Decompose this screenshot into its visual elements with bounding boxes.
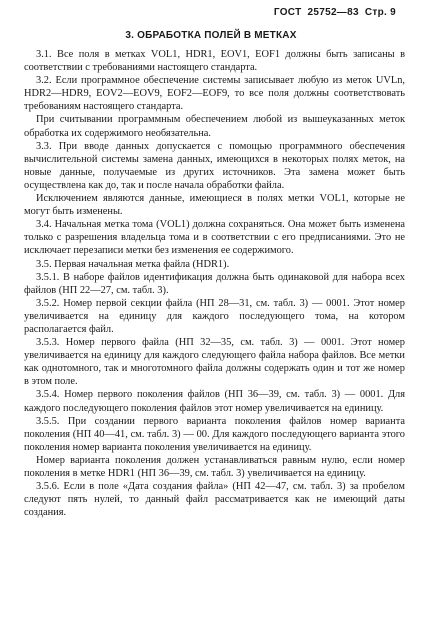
paragraph: 3.5.1. В наборе файлов идентификация должна быть одинаковой для набора всех файлов (НП 22—27, см. табл. 3). bbox=[24, 271, 405, 296]
body-text bbox=[24, 48, 405, 519]
paragraph: 3.1. Все поля в метках VOL1, HDR1, EOV1, EOF1 должны быть записаны в соответствии с требованиями настоящего стандарта. bbox=[24, 49, 405, 74]
paragraph: 3.2. Если программное обеспечение системы записывает любую из меток UVLn, HDR2—HDR9, EOV2—EOV9, EOF2—EOF9, то все поля должны соответствовать требованиям настоящего стандарта. bbox=[24, 75, 405, 113]
paragraph: 3.5.2. Номер первой секции файла (НП 28—31, см. табл. 3) — 0001. Этот номер увеличивается на единицу для каждого последующего тома, на котором располагается файл. bbox=[24, 297, 405, 335]
paragraph: 3.5. Первая начальная метка файла (HDR1). bbox=[36, 258, 230, 270]
paragraph: При считывании программным обеспечением любой из вышеуказанных меток обработка их содержимого необязательна. bbox=[24, 114, 405, 139]
paragraph: 3.5.6. Если в поле «Дата создания файла» (НП 42—47, см. табл. 3) за пробелом следуют пять нулей, то данный файл рассматривается как не имеющий даты создания. bbox=[24, 481, 405, 519]
paragraph: Исключением являются данные, имеющиеся в полях метки VOL1, которые не могут быть изменены. bbox=[24, 193, 405, 218]
paragraph: 3.5.4. Номер первого поколения файлов (НП 36—39, см. табл. 3) — 0001. Для каждого последующего поколения файлов этот номер увеличивается на единицу. bbox=[24, 389, 405, 414]
standard-label: ГОСТ bbox=[273, 7, 302, 18]
running-header bbox=[274, 7, 396, 18]
paragraph: 3.4. Начальная метка тома (VOL1) должна сохраняться. Она может быть изменена только с разрешения владельца тома и в соответствии с его предписаниями. Это не исключает перезаписи метки без изменения ее содержимого. bbox=[24, 219, 405, 257]
page-number: Стр. 9 bbox=[364, 7, 396, 18]
paragraph: 3.3. При вводе данных допускается с помощью программного обеспечения вычислительной системы замена данных, имеющихся в некоторых полях меток, на новые данные, получаемые из других источников. Эта замена может быть осуществлена как до, так и после начала обработки файла. bbox=[24, 140, 405, 191]
paragraph: Номер варианта поколения должен устанавливаться равным нулю, если номер поколения в метке HDR1 (НП 36—39, см. табл. 3) увеличивается на единицу. bbox=[24, 454, 405, 479]
section-title: 3. ОБРАБОТКА ПОЛЕЙ В МЕТКАХ bbox=[125, 30, 297, 41]
paragraph: 3.5.3. Номер первого файла (НП 32—35, см. табл. 3) — 0001. Этот номер увеличивается на единицу для каждого следующего файла набора файлов. Все метки как однотомного, так и многотомного файла должны содержать один и тот же номер в этом поле. bbox=[24, 337, 405, 388]
paragraph: 3.5.5. При создании первого варианта поколения файлов номер варианта поколения (НП 40—41, см. табл. 3) — 00. Для каждого последующего варианта этого поколения номер варианта поколения увеличивается на единицу. bbox=[24, 415, 405, 453]
standard-number: 25752—83 bbox=[307, 7, 359, 18]
